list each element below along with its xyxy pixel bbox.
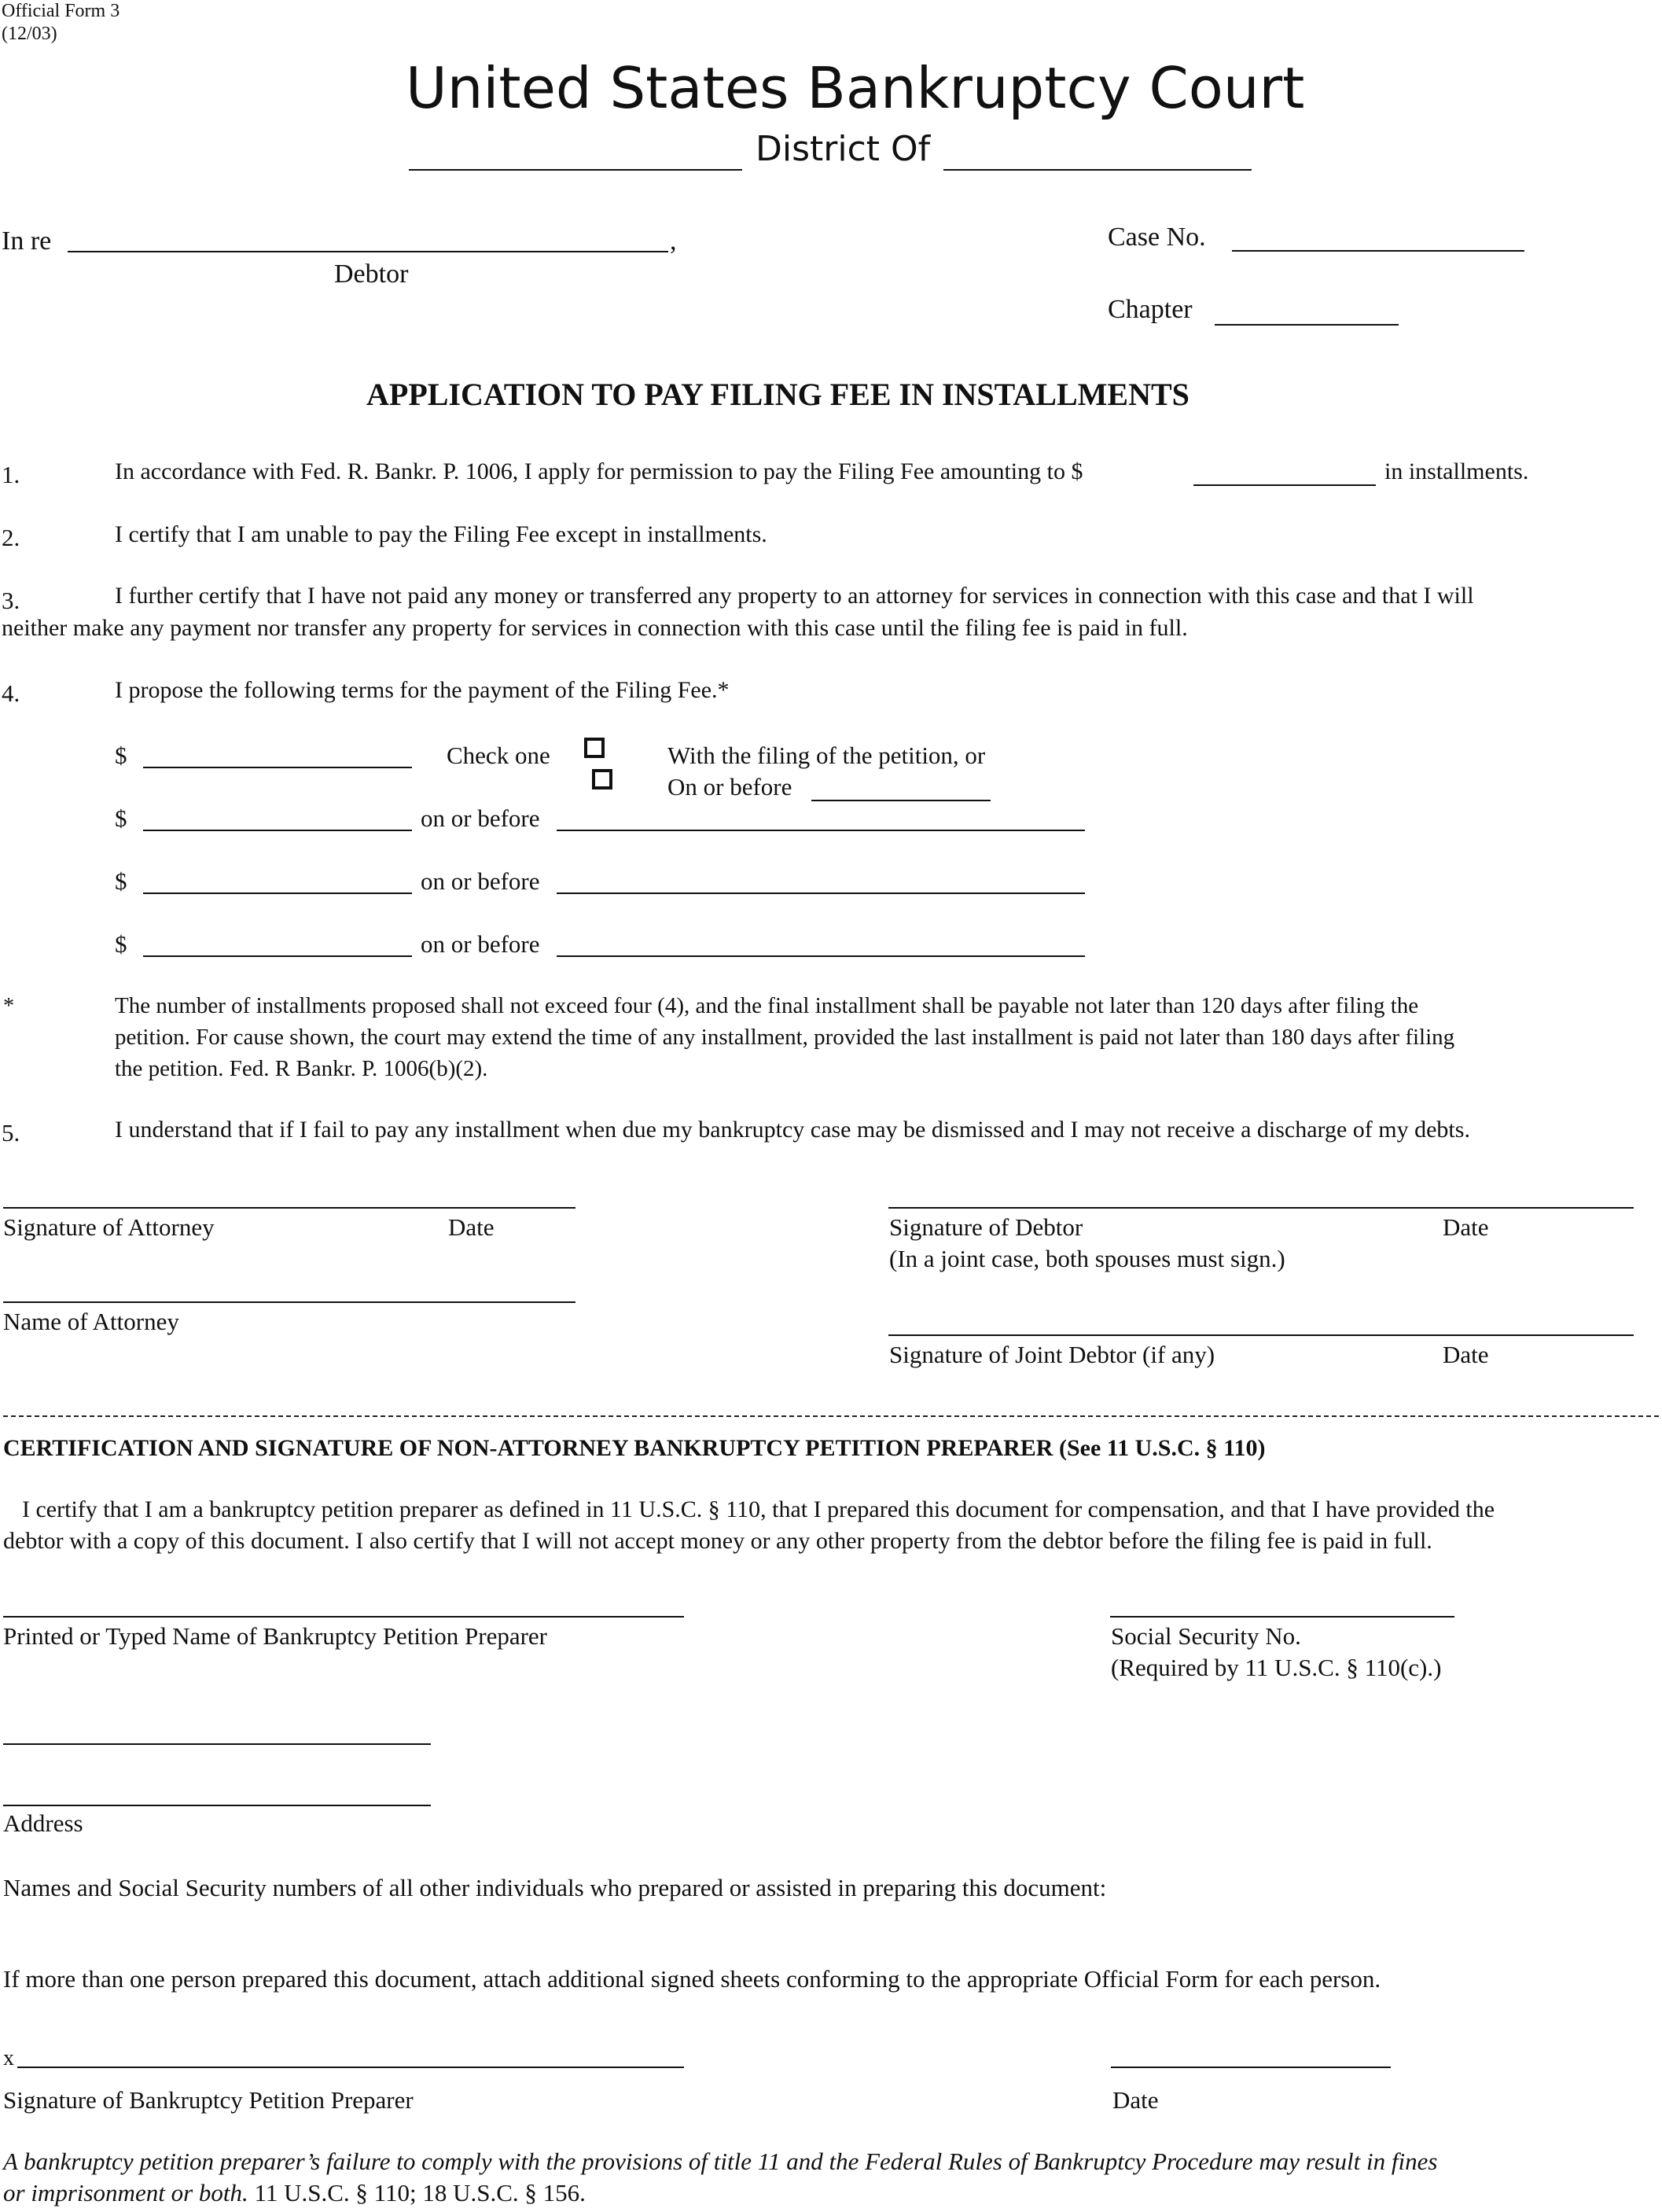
x-mark: x [3,2046,14,2070]
option-on-or-before-label: On or before [667,773,792,801]
installment-4-date-field[interactable] [557,955,1085,957]
item-2-number: 2. [2,524,20,551]
item-3-line2: neither make any payment nor transfer any property for services in connection with this case until the filing fee is paid in full. [2,615,1188,641]
warning-line2 [3,2181,586,2205]
installment-4-amount-field[interactable] [143,955,412,957]
preparer-cert-line1: I certify that I am a bankruptcy petition preparer as defined in 11 U.S.C. § 110, that I prepared this document for compensation, and that I have provided the [22,1496,1495,1522]
installment-1-date-field[interactable] [811,800,991,801]
section-divider [3,1415,1659,1417]
case-no-label: Case No. [1108,223,1206,252]
dollar-sign: $ [115,742,127,769]
name-of-attorney-label: Name of Attorney [3,1308,179,1335]
dollar-sign: $ [115,804,127,832]
joint-case-note: (In a joint case, both spouses must sign.) [889,1245,1285,1272]
debtor-signature-field[interactable] [888,1207,1634,1209]
debtor-label: Debtor [334,259,409,289]
document-title: APPLICATION TO PAY FILING FEE IN INSTALLMENTS [366,377,1190,412]
on-or-before-label: on or before [421,930,540,958]
chapter-label: Chapter [1108,295,1193,324]
court-title: United States Bankruptcy Court [406,55,1305,121]
item-4-text: I propose the following terms for the payment of the Filing Fee.* [115,677,730,703]
ssn-field[interactable] [1110,1616,1454,1618]
district-name-field-right[interactable] [943,169,1252,171]
installment-2-amount-field[interactable] [143,830,412,831]
debtor-name-field[interactable] [68,251,668,252]
warning-line2-cite: 11 U.S.C. § 110; 18 U.S.C. § 156. [254,2179,586,2206]
joint-debtor-date-label: Date [1443,1341,1489,1368]
footnote-star: * [3,994,14,1018]
installment-1-amount-field[interactable] [143,767,412,768]
joint-debtor-signature-field[interactable] [888,1334,1634,1336]
district-name-field[interactable] [409,169,742,171]
footnote-line2: petition. For cause shown, the court may extend the time of any installment, provided the last installment is paid not later than 180 days after filing [115,1025,1455,1050]
debtor-date-label: Date [1443,1213,1489,1241]
preparer-date-label: Date [1112,2086,1159,2114]
item-2-text: I certify that I am unable to pay the Filing Fee except in installments. [115,521,767,547]
checkbox-on-or-before[interactable] [592,769,612,789]
on-or-before-label: on or before [421,804,540,832]
preparer-signature-label: Signature of Bankruptcy Petition Preparer [3,2086,414,2114]
attorney-date-label: Date [448,1213,495,1241]
signature-of-joint-debtor-label: Signature of Joint Debtor (if any) [889,1341,1215,1368]
filing-fee-amount-field[interactable] [1193,484,1376,486]
signature-of-attorney-label: Signature of Attorney [3,1213,215,1241]
ssn-note: (Required by 11 U.S.C. § 110(c).) [1111,1654,1442,1681]
preparer-heading: CERTIFICATION AND SIGNATURE OF NON-ATTORNEY BANKRUPTCY PETITION PREPARER (See 11 U.S.C. § 110) [3,1435,1266,1461]
preparer-name-field[interactable] [3,1616,684,1618]
form-id: Official Form 3 [2,1,120,21]
more-preparers-note: If more than one person prepared this document, attach additional signed sheets conforming to the appropriate Official Form for each person. [3,1965,1381,1993]
on-or-before-label: on or before [421,867,540,895]
warning-line2-italic: or imprisonment or both. [3,2179,248,2206]
caption-comma: , [670,226,677,256]
in-re-label: In re [2,226,52,256]
dollar-sign: $ [115,930,127,958]
installment-3-amount-field[interactable] [143,893,412,894]
item-1-number: 1. [2,461,20,488]
preparer-cert-line2: debtor with a copy of this document. I also certify that I will not accept money or any other property from the debtor before the filing fee is paid in full. [3,1528,1432,1554]
dollar-sign: $ [115,867,127,895]
item-5-number: 5. [2,1119,20,1146]
case-no-field[interactable] [1232,250,1524,252]
chapter-field[interactable] [1215,324,1399,326]
item-3-number: 3. [2,587,20,614]
footnote-line1: The number of installments proposed shall not exceed four (4), and the final installment shall be payable not later than 120 days after filing the [115,993,1419,1018]
signature-of-debtor-label: Signature of Debtor [889,1213,1083,1241]
address-label: Address [3,1809,83,1837]
others-label: Names and Social Security numbers of all other individuals who prepared or assisted in preparing this document: [3,1874,1107,1901]
preparer-date-field[interactable] [1111,2067,1391,2068]
installment-3-date-field[interactable] [557,893,1085,894]
printed-name-label: Printed or Typed Name of Bankruptcy Petition Preparer [3,1622,548,1650]
item-4-number: 4. [2,679,20,707]
address-line-2-field[interactable] [3,1805,431,1806]
attorney-name-field[interactable] [3,1301,575,1303]
district-label: District Of [756,129,931,169]
item-5-text: I understand that if I fail to pay any installment when due my bankruptcy case may be dismissed and I may not receive a discharge of my debts. [115,1117,1470,1143]
attorney-signature-field[interactable] [3,1207,575,1209]
preparer-signature-field[interactable] [17,2067,684,2068]
option-with-filing-label: With the filing of the petition, or [667,742,986,769]
address-line-1-field[interactable] [3,1743,431,1745]
item-1-tail: in installments. [1384,458,1529,484]
ssn-label: Social Security No. [1111,1622,1301,1650]
check-one-label: Check one [447,742,550,769]
item-1-text: In accordance with Fed. R. Bankr. P. 1006, I apply for permission to pay the Filing Fee amounting to $ [115,458,1083,484]
item-3-line1: I further certify that I have not paid any money or transferred any property to an attorney for services in connection with this case and that I will [115,583,1474,609]
installment-2-date-field[interactable] [557,830,1085,831]
checkbox-with-filing[interactable] [584,738,605,758]
warning-line1: A bankruptcy petition preparer’s failure to comply with the provisions of title 11 and the Federal Rules of Bankruptcy Procedure may result in fines [3,2148,1438,2175]
footnote-line3: the petition. Fed. R Bankr. P. 1006(b)(2). [115,1056,488,1081]
form-date: (12/03) [2,24,57,44]
